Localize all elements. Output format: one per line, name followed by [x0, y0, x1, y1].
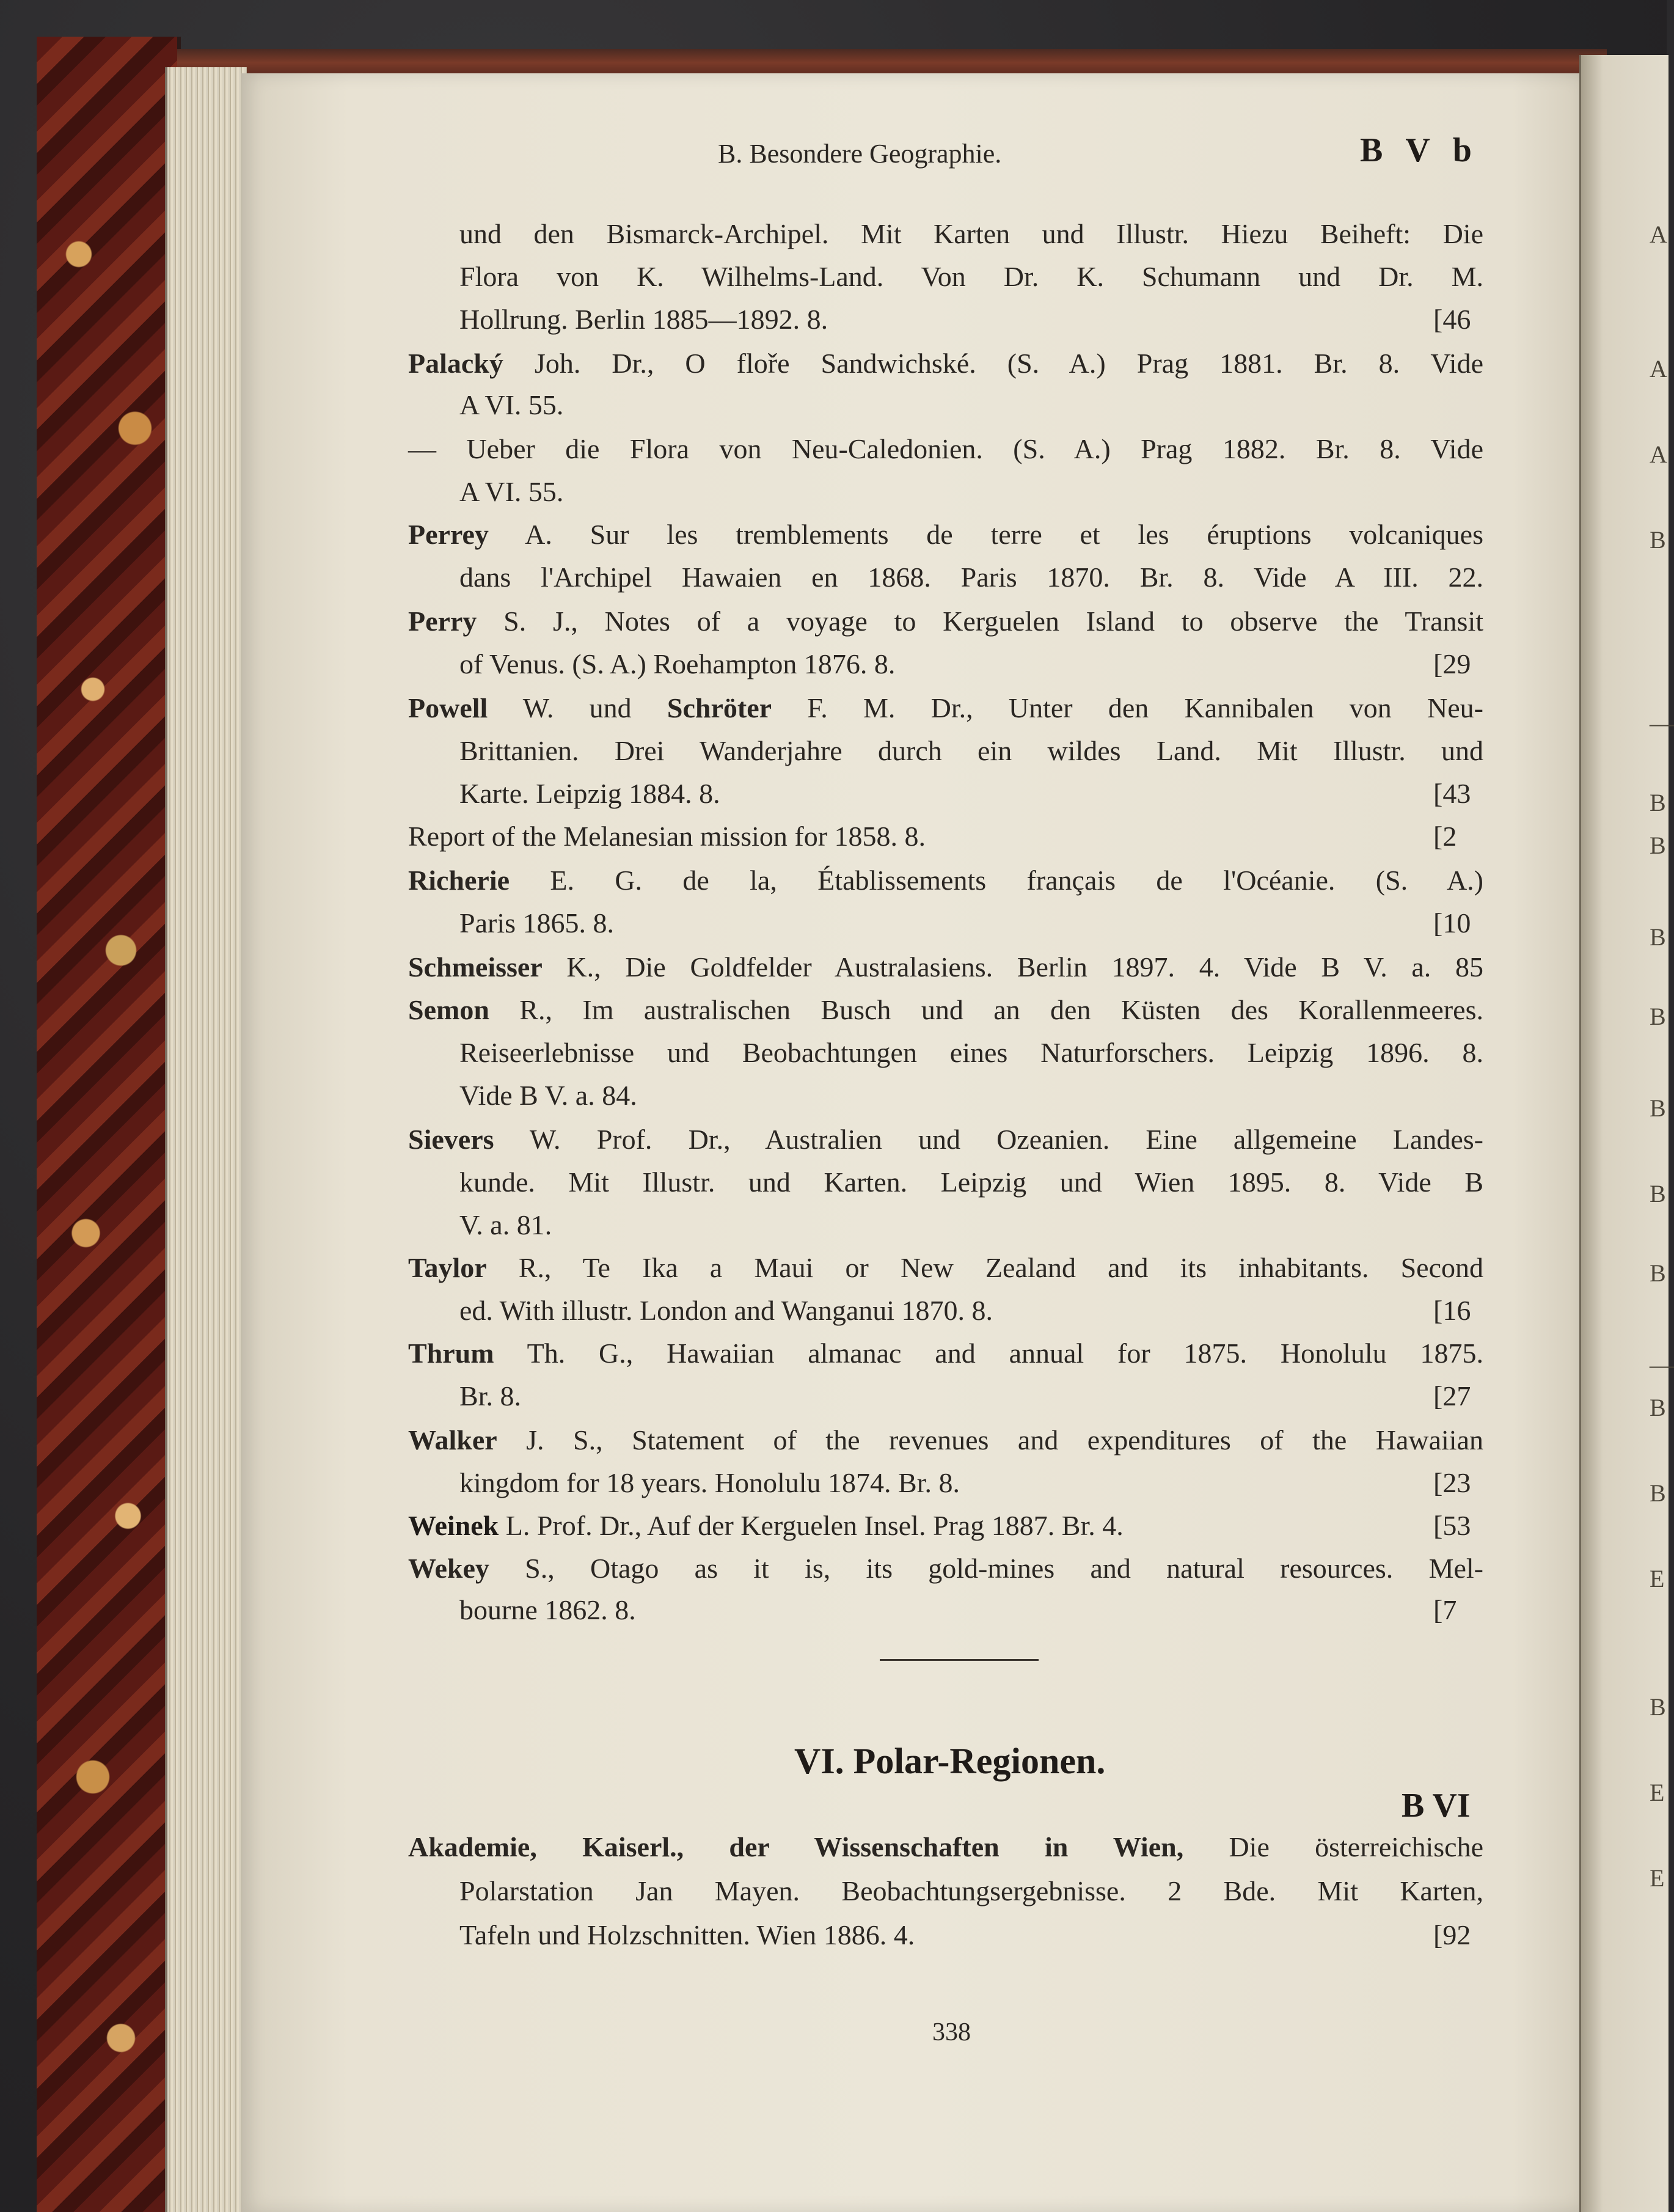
next-page-letter: A: [1650, 221, 1667, 248]
next-page-letter: E: [1650, 1565, 1665, 1592]
next-page-letter: E: [1650, 1864, 1665, 1892]
entry-text: bourne 1862. 8.: [459, 1594, 636, 1625]
catalog-reference: [29: [1433, 648, 1471, 679]
text-line: [459, 1297, 993, 1325]
entry-text: R., Te Ika a Maui or New Zealand and its inhabitants. Second: [486, 1252, 1483, 1283]
catalog-reference: [46: [1433, 304, 1471, 335]
text-line: [459, 563, 1483, 591]
entry-text: Th. G., Hawaiian almanac and annual for 1875. Honolulu 1875.: [494, 1338, 1483, 1369]
entry-text: ed. With illustr. London and Wanganui 1870. 8.: [459, 1295, 993, 1326]
entry-text: Report of the Melanesian mission for 1858. 8.: [408, 821, 926, 852]
next-page-letter: —: [1650, 709, 1674, 737]
entry-text: Reiseerlebnisse und Beobachtungen eines Naturforschers. Leipzig 1896. 8.: [459, 1037, 1483, 1068]
next-page-letter: A: [1650, 355, 1667, 383]
text-line: [408, 953, 1483, 981]
text-line: [459, 1877, 1483, 1905]
text-line: [408, 1426, 1483, 1454]
text-line: [459, 1596, 636, 1624]
section-title: VI. Polar-Regionen.: [794, 1741, 1106, 1781]
entry-text: Flora von K. Wilhelms-Land. Von Dr. K. Schumann und Dr. M.: [459, 261, 1483, 292]
next-page-letter: B: [1650, 1003, 1666, 1030]
entry-text: S., Otago as it is, its gold-mines and natural resources. Mel-: [489, 1553, 1483, 1584]
entry-author: Wekey: [408, 1553, 489, 1584]
next-page-letter: B: [1650, 923, 1666, 951]
text-line: [408, 435, 1483, 463]
next-page-letter: B: [1650, 1180, 1666, 1207]
entry-text: S. J., Notes of a voyage to Kerguelen Island to observe the Transit: [477, 606, 1483, 637]
text-line: [408, 1833, 1483, 1861]
text-line: [408, 866, 1483, 895]
entry-text: Hollrung. Berlin 1885—1892. 8.: [459, 304, 828, 335]
next-page-letter: E: [1650, 1779, 1665, 1806]
running-header: B. Besondere Geographie.: [718, 139, 1002, 169]
page-block-edges: [165, 67, 247, 2212]
text-line: [459, 220, 1483, 248]
entry-text: kunde. Mit Illustr. und Karten. Leipzig und Wien 1895. 8. Vide B: [459, 1166, 1483, 1198]
entry-author: Perrey: [408, 519, 489, 550]
book-top-band: [177, 49, 1607, 76]
entry-text: dans l'Archipel Hawaien en 1868. Paris 1870. Br. 8. Vide A III. 22.: [459, 562, 1483, 593]
next-page-letter: B: [1650, 1094, 1666, 1122]
entry-text: Br. 8.: [459, 1380, 521, 1412]
entry-text: A VI. 55.: [459, 389, 564, 420]
entry-text: A. Sur les tremblements de terre et les éruptions volcaniques: [488, 519, 1483, 550]
entry-text: K., Die Goldfelder Australasiens. Berlin 1897. 4. Vide B V. a. 85: [542, 951, 1483, 983]
text-line: [408, 521, 1483, 549]
entry-text: A VI. 55.: [459, 476, 564, 507]
entry-text: Vide B V. a. 84.: [459, 1080, 637, 1111]
catalog-reference: [16: [1433, 1295, 1471, 1326]
text-line: [459, 1168, 1483, 1196]
text-line: [459, 1211, 552, 1239]
entry-text: V. a. 81.: [459, 1209, 552, 1240]
text-line: [408, 694, 1483, 722]
entry-text: Brittanien. Drei Wanderjahre durch ein wildes Land. Mit Illustr. und: [459, 735, 1483, 766]
text-line: [408, 1512, 1124, 1540]
entry-author: Semon: [408, 994, 489, 1025]
text-line: [459, 306, 828, 334]
entry-text: und den Bismarck-Archipel. Mit Karten und Illustr. Hiezu Beiheft: Die: [459, 218, 1483, 249]
text-line: [408, 822, 926, 851]
entry-text: W. und: [488, 692, 667, 723]
text-line: [459, 909, 614, 937]
catalog-reference: [10: [1433, 907, 1471, 939]
text-line: [408, 1555, 1483, 1583]
entry-text: L. Prof. Dr., Auf der Kerguelen Insel. Prag 1887. Br. 4.: [499, 1510, 1124, 1541]
text-line: [459, 263, 1483, 291]
next-page-letter: B: [1650, 1394, 1666, 1421]
next-page-letter: A: [1650, 441, 1667, 468]
text-line: [459, 650, 895, 678]
next-page-letter: —: [1650, 1351, 1674, 1379]
next-page-letter: B: [1650, 526, 1666, 554]
entry-text: F. M. Dr., Unter den Kannibalen von Neu-: [772, 692, 1483, 723]
next-page-letter: B: [1650, 1259, 1666, 1287]
text-line: [459, 1039, 1483, 1067]
catalog-reference: [7: [1433, 1594, 1457, 1625]
next-page-letter: B: [1650, 1479, 1666, 1507]
entry-text: R., Im australischen Busch und an den Küsten des Korallenmeeres.: [489, 994, 1483, 1025]
entry-author: Palacký: [408, 348, 503, 379]
entry-author: Richerie: [408, 865, 510, 896]
entry-text: Karte. Leipzig 1884. 8.: [459, 778, 720, 809]
entry-text: E. G. de la, Établissements français de l'Océanie. (S. A.): [510, 865, 1483, 896]
text-line: [459, 478, 563, 506]
entry-author: Walker: [408, 1424, 497, 1456]
text-line: [408, 350, 1483, 378]
next-page-letter: B: [1650, 832, 1666, 859]
text-line: [408, 1339, 1483, 1368]
entry-text: W. Prof. Dr., Australien und Ozeanien. Eine allgemeine Landes-: [494, 1124, 1483, 1155]
catalog-reference: [92: [1433, 1919, 1471, 1950]
entry-author: Powell: [408, 692, 488, 723]
catalog-reference: [23: [1433, 1467, 1471, 1498]
text-line: [459, 391, 563, 419]
catalog-reference: [53: [1433, 1510, 1471, 1541]
next-page-letter: B: [1650, 789, 1666, 816]
entry-text: Joh. Dr., O floře Sandwichské. (S. A.) Prag 1881. Br. 8. Vide: [503, 348, 1483, 379]
marbled-cover-edge: [37, 37, 181, 2212]
text-line: [459, 1082, 637, 1110]
entry-author: Weinek: [408, 1510, 499, 1541]
header-section-code: B V b: [1360, 131, 1479, 169]
text-line: [408, 1126, 1483, 1154]
catalog-reference: [27: [1433, 1380, 1471, 1412]
catalog-reference: [2: [1433, 821, 1457, 852]
entry-author: Taylor: [408, 1252, 487, 1283]
text-line: [408, 1254, 1483, 1282]
entry-text: kingdom for 18 years. Honolulu 1874. Br. 8.: [459, 1467, 960, 1498]
text-line: [408, 607, 1483, 635]
entry-author: Akademie, Kaiserl., der Wissenschaften in Wien,: [408, 1831, 1184, 1862]
next-page-letter: B: [1650, 1693, 1666, 1721]
entry-text: — Ueber die Flora von Neu-Caledonien. (S. A.) Prag 1882. Br. 8. Vide: [408, 433, 1483, 464]
entry-text: Polarstation Jan Mayen. Beobachtungsergebnisse. 2 Bde. Mit Karten,: [459, 1875, 1483, 1906]
entry-text: Die österreichische: [1183, 1831, 1483, 1862]
entry-author: Perry: [408, 606, 477, 637]
entry-text: of Venus. (S. A.) Roehampton 1876. 8.: [459, 648, 896, 679]
entry-author: Schmeisser: [408, 951, 543, 983]
text-line: [408, 996, 1483, 1024]
text-line: [459, 1382, 521, 1410]
text-line: [459, 737, 1483, 765]
text-line: [459, 1469, 960, 1497]
entry-author: Schröter: [667, 692, 772, 723]
text-line: [459, 1921, 915, 1949]
section-divider: [880, 1659, 1039, 1661]
catalog-reference: [43: [1433, 778, 1471, 809]
entry-text: Paris 1865. 8.: [459, 907, 614, 939]
page-number: 338: [932, 2018, 971, 2046]
section-code: B VI: [1402, 1787, 1471, 1825]
entry-author: Sievers: [408, 1124, 494, 1155]
text-line: [459, 780, 720, 808]
entry-text: J. S., Statement of the revenues and expenditures of the Hawaiian: [497, 1424, 1483, 1456]
entry-text: Tafeln und Holzschnitten. Wien 1886. 4.: [459, 1919, 915, 1950]
entry-author: Thrum: [408, 1338, 494, 1369]
